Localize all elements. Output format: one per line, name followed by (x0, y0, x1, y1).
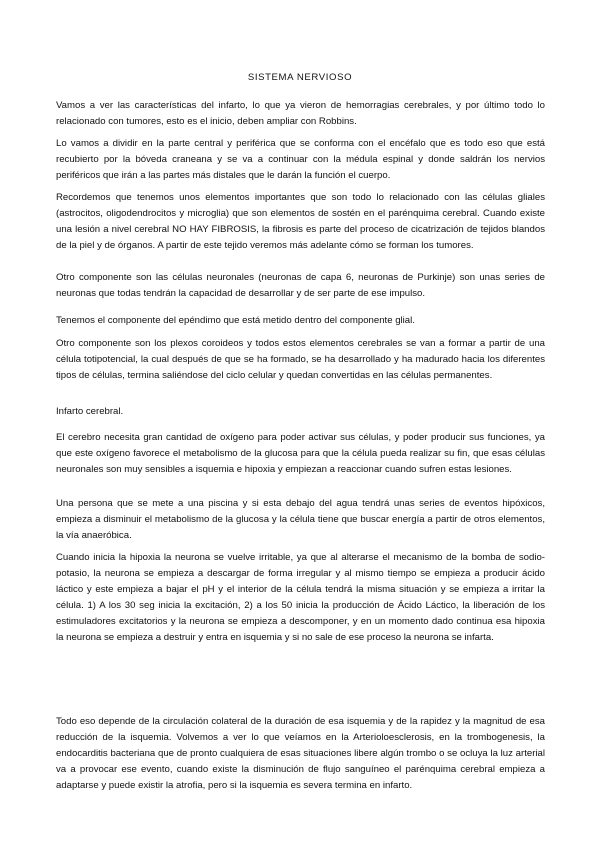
document-title: SISTEMA NERVIOSO (247, 72, 353, 83)
paragraph-1: Vamos a ver las características del infarto, lo que ya vieron de hemorragias cerebrales, y por último todo lo relacionado con tumores, esto es el inicio, deben ampliar con Robbins. (56, 100, 545, 127)
section-heading-infarto: Infarto cerebral. (56, 406, 124, 417)
paragraph-5: Tenemos el componente del epéndimo que está metido dentro del componente glial. (56, 315, 415, 326)
paragraph-3: Recordemos que tenemos unos elementos importantes que son todo lo relacionado con las células gliales (astrocitos, oligodendrocitos y microglia) que son elementos de sostén en el parénquima cerebral. Cuando existe una lesión a nivel cerebral NO HAY FIBROSIS, la fibrosis es parte del proceso de cicatrización de tejidos blandos de la piel y de órganos. A partir de este tejido veremos más adelante cómo se forman los tumores. (56, 192, 545, 251)
paragraph-9: Cuando inicia la hipoxia la neurona se vuelve irritable, ya que al alterarse el mecanismo de la bomba de sodio-potasio, la neurona se empieza a descargar de forma irregular y al mismo tiempo se empieza a producir ácido láctico y este empieza a bajar el pH y el interior de la célula tendrá la misma situación y se empieza a irritar la célula. 1) A los 30 seg inicia la excitación, 2) a los 50 inicia la producción de Ácido Láctico, la liberación de los estimuladores excitatorios y la neurona se empieza a descomponer, y en un momento dado continua esa hipoxia la neurona se empieza a destruir y entra en isquemia y si no sale de ese proceso la neurona se infarta. (56, 552, 545, 643)
paragraph-6: Otro componente son los plexos coroideos y todos estos elementos cerebrales se van a formar a partir de una célula totipotencial, la cual después de que se ha formado, se ha desarrollado y ha madurado hacia los diferentes tipos de células, termina saliéndose del ciclo celular y quedan convertidas en las células permanentes. (56, 338, 545, 381)
paragraph-2: Lo vamos a dividir en la parte central y periférica que se conforma con el encéfalo que es todo eso que está recubierto por la bóveda craneana y se va a continuar con la médula espinal y donde saldrán los nervios periféricos que irán a las partes más distales que le darán la función el cuerpo. (56, 138, 545, 181)
paragraph-4: Otro componente son las células neuronales (neuronas de capa 6, neuronas de Purkinje) son unas series de neuronas que todas tendrán la capacidad de desarrollar y de ser parte de ese impulso. (56, 272, 545, 299)
paragraph-8: Una persona que se mete a una piscina y si esta debajo del agua tendrá unas series de eventos hipóxicos, empieza a disminuir el metabolismo de la glucosa y la célula tiene que buscar energía a partir de otros elementos, la vía anaeróbica. (56, 498, 545, 541)
paragraph-7: El cerebro necesita gran cantidad de oxígeno para poder activar sus células, y poder producir sus funciones, ya que este oxígeno favorece el metabolismo de la glucosa para que la célula pueda realizar su fin, que esas células neuronales son muy sensibles a isquemia e hipoxia y empiezan a reaccionar cuando sufren estas lesiones. (56, 432, 545, 475)
paragraph-10: Todo eso depende de la circulación colateral de la duración de esa isquemia y de la rapidez y la magnitud de esa reducción de la isquemia. Volvemos a ver lo que veíamos en la Arterioloesclerosis, en la trombogenesis, la endocarditis bacteriana que de pronto cualquiera de esas situaciones libere algún trombo o se ocluya la luz arterial va a provocar ese evento, cuando existe la disminución de flujo sanguíneo el parénquima cerebral empieza a adaptarse y puede existir la atrofia, pero si la isquemia es severa termina en infarto. (56, 716, 545, 791)
